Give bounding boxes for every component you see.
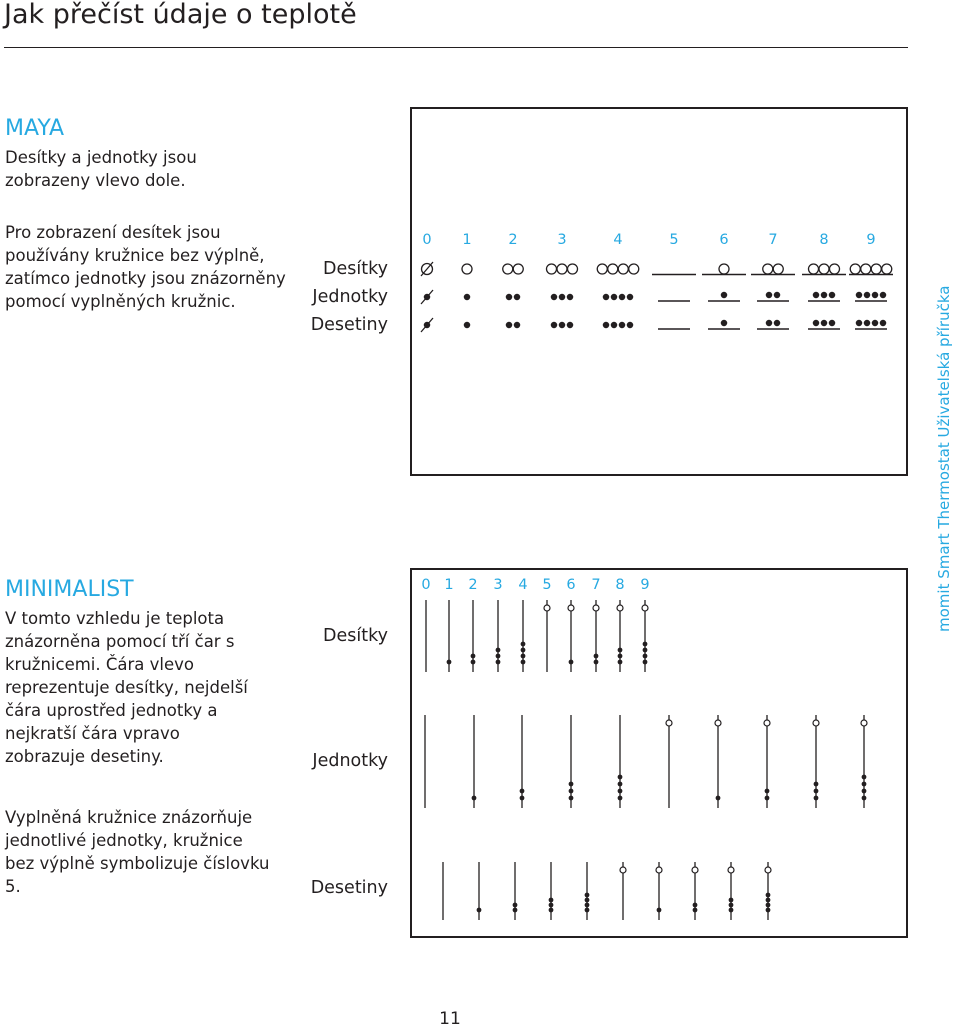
- minimalist-label-tenths: Desetiny: [310, 878, 388, 898]
- minimalist-digit-1: 1: [444, 577, 454, 593]
- minimalist-tenths-4-dot: [585, 893, 590, 898]
- minimalist-tenths-3-dot: [549, 898, 554, 903]
- minimalist-units-9-dot: [862, 796, 867, 801]
- minimalist-units-2-dot: [520, 789, 525, 794]
- maya-digit-1: 1: [462, 232, 472, 248]
- minimalist-units-8-five-ring: [813, 720, 819, 726]
- minimalist-digit-6: 6: [566, 577, 576, 593]
- minimalist-tenths-3-dot: [549, 903, 554, 908]
- minimalist-heading: MINIMALIST: [5, 577, 134, 602]
- minimalist-tenths-5-five-ring: [620, 867, 626, 873]
- page-title: Jak přečíst údaje o teplotě: [4, 0, 357, 30]
- maya-intro-text: Desítky a jednotky jsou zobrazeny vlevo dole.: [5, 148, 197, 190]
- minimalist-units-2-dot: [520, 796, 525, 801]
- minimalist-units-4-dot: [618, 789, 623, 794]
- minimalist-digit-9: 9: [640, 577, 650, 593]
- minimalist-tenths-2-dot: [513, 908, 518, 913]
- minimalist-units-8-dot: [814, 789, 819, 794]
- minimalist-units-5-five-ring: [666, 720, 672, 726]
- minimalist-label-units: Jednotky: [312, 751, 388, 771]
- minimalist-digit-7: 7: [591, 577, 601, 593]
- minimalist-tenths-9-dot: [766, 893, 771, 898]
- minimalist-tens-3-dot: [496, 654, 501, 659]
- minimalist-tenths-6-dot: [657, 908, 662, 913]
- maya-digit-5: 5: [669, 232, 679, 248]
- maya-digit-4: 4: [613, 232, 623, 248]
- minimalist-tenths-7-five-ring: [692, 867, 698, 873]
- minimalist-units-8-dot: [814, 796, 819, 801]
- minimalist-tens-8-five-ring: [617, 605, 623, 611]
- minimalist-digit-0: 0: [421, 577, 431, 593]
- minimalist-tens-6-five-ring: [568, 605, 574, 611]
- maya-digit-7: 7: [768, 232, 778, 248]
- minimalist-tens-9-dot: [643, 642, 648, 647]
- minimalist-legend-text: Vyplněná kružnice znázorňuje jednotlivé jednotky, kružnice bez výplně symbolizuje číslovku 5.: [5, 808, 270, 896]
- maya-digit-0: 0: [422, 232, 432, 248]
- minimalist-tens-4-dot: [521, 648, 526, 653]
- minimalist-units-3-dot: [569, 789, 574, 794]
- minimalist-units-7-dot: [765, 796, 770, 801]
- minimalist-tens-7-five-ring: [593, 605, 599, 611]
- minimalist-tenths-1-dot: [477, 908, 482, 913]
- minimalist-tens-3-dot: [496, 660, 501, 665]
- minimalist-tenths-7-dot: [693, 903, 698, 908]
- minimalist-tens-8-dot: [618, 654, 623, 659]
- side-running-title: momit Smart Thermostat Uživatelská příručka: [935, 285, 953, 632]
- page-number: 11: [439, 1009, 461, 1029]
- minimalist-tenths-8-dot: [729, 903, 734, 908]
- minimalist-units-9-dot: [862, 775, 867, 780]
- minimalist-digit-2: 2: [468, 577, 478, 593]
- minimalist-tenths-4-dot: [585, 898, 590, 903]
- minimalist-tens-1-dot: [447, 660, 452, 665]
- minimalist-units-6-dot: [716, 796, 721, 801]
- minimalist-tens-2-dot: [471, 654, 476, 659]
- minimalist-tenths-3-dot: [549, 908, 554, 913]
- maya-label-tens: Desítky: [323, 259, 388, 279]
- maya-digit-3: 3: [557, 232, 567, 248]
- minimalist-units-3-dot: [569, 782, 574, 787]
- minimalist-units-4-dot: [618, 796, 623, 801]
- minimalist-digit-5: 5: [542, 577, 552, 593]
- maya-digit-2: 2: [508, 232, 518, 248]
- minimalist-description-text: V tomto vzhledu je teplota znázorněna pomocí tří čar s kružnicemi. Čára vlevo reprezentuje desítky, nejdelší čára uprostřed jednotky a nejkratší čára vpravo zobrazuje desetiny.: [5, 609, 248, 766]
- minimalist-tenths-2-dot: [513, 903, 518, 908]
- minimalist-units-4-dot: [618, 775, 623, 780]
- minimalist-tens-7-dot: [594, 660, 599, 665]
- minimalist-tens-5-five-ring: [544, 605, 550, 611]
- minimalist-tenths-8-dot: [729, 898, 734, 903]
- minimalist-units-7-dot: [765, 789, 770, 794]
- minimalist-tenths-4-dot: [585, 908, 590, 913]
- minimalist-tenths-7-dot: [693, 908, 698, 913]
- minimalist-tenths-9-dot: [766, 908, 771, 913]
- minimalist-units-9-dot: [862, 789, 867, 794]
- minimalist-units-7-five-ring: [764, 720, 770, 726]
- maya-digit-6: 6: [719, 232, 729, 248]
- maya-heading: MAYA: [5, 116, 65, 141]
- minimalist-digit-3: 3: [493, 577, 503, 593]
- minimalist-tens-9-five-ring: [642, 605, 648, 611]
- minimalist-tens-4-dot: [521, 660, 526, 665]
- minimalist-tens-9-dot: [643, 648, 648, 653]
- minimalist-tens-8-dot: [618, 648, 623, 653]
- minimalist-digit-4: 4: [518, 577, 528, 593]
- minimalist-tens-4-dot: [521, 642, 526, 647]
- minimalist-tens-8-dot: [618, 660, 623, 665]
- minimalist-tens-9-dot: [643, 660, 648, 665]
- minimalist-units-1-dot: [472, 796, 477, 801]
- minimalist-tens-7-dot: [594, 654, 599, 659]
- minimalist-tens-6-dot: [569, 660, 574, 665]
- minimalist-tenths-8-dot: [729, 908, 734, 913]
- minimalist-tens-3-dot: [496, 648, 501, 653]
- minimalist-units-8-dot: [814, 782, 819, 787]
- maya-digit-8: 8: [819, 232, 829, 248]
- maya-description-text: Pro zobrazení desítek jsou používány kružnice bez výplně, zatímco jednotky jsou znázorněny pomocí vyplněných kružnic.: [5, 223, 286, 311]
- minimalist-units-9-five-ring: [861, 720, 867, 726]
- maya-label-tenths: Desetiny: [310, 315, 388, 335]
- minimalist-units-3-dot: [569, 796, 574, 801]
- minimalist-tens-9-dot: [643, 654, 648, 659]
- minimalist-tenths-9-dot: [766, 903, 771, 908]
- minimalist-tenths-9-five-ring: [765, 867, 771, 873]
- minimalist-tenths-4-dot: [585, 903, 590, 908]
- minimalist-tens-4-dot: [521, 654, 526, 659]
- minimalist-tenths-8-five-ring: [728, 867, 734, 873]
- minimalist-digit-8: 8: [615, 577, 625, 593]
- minimalist-units-6-five-ring: [715, 720, 721, 726]
- minimalist-tenths-9-dot: [766, 898, 771, 903]
- maya-digit-9: 9: [866, 232, 876, 248]
- minimalist-tenths-6-five-ring: [656, 867, 662, 873]
- minimalist-label-tens: Desítky: [323, 626, 388, 646]
- maya-label-units: Jednotky: [312, 287, 388, 307]
- minimalist-units-9-dot: [862, 782, 867, 787]
- minimalist-tens-2-dot: [471, 660, 476, 665]
- minimalist-units-4-dot: [618, 782, 623, 787]
